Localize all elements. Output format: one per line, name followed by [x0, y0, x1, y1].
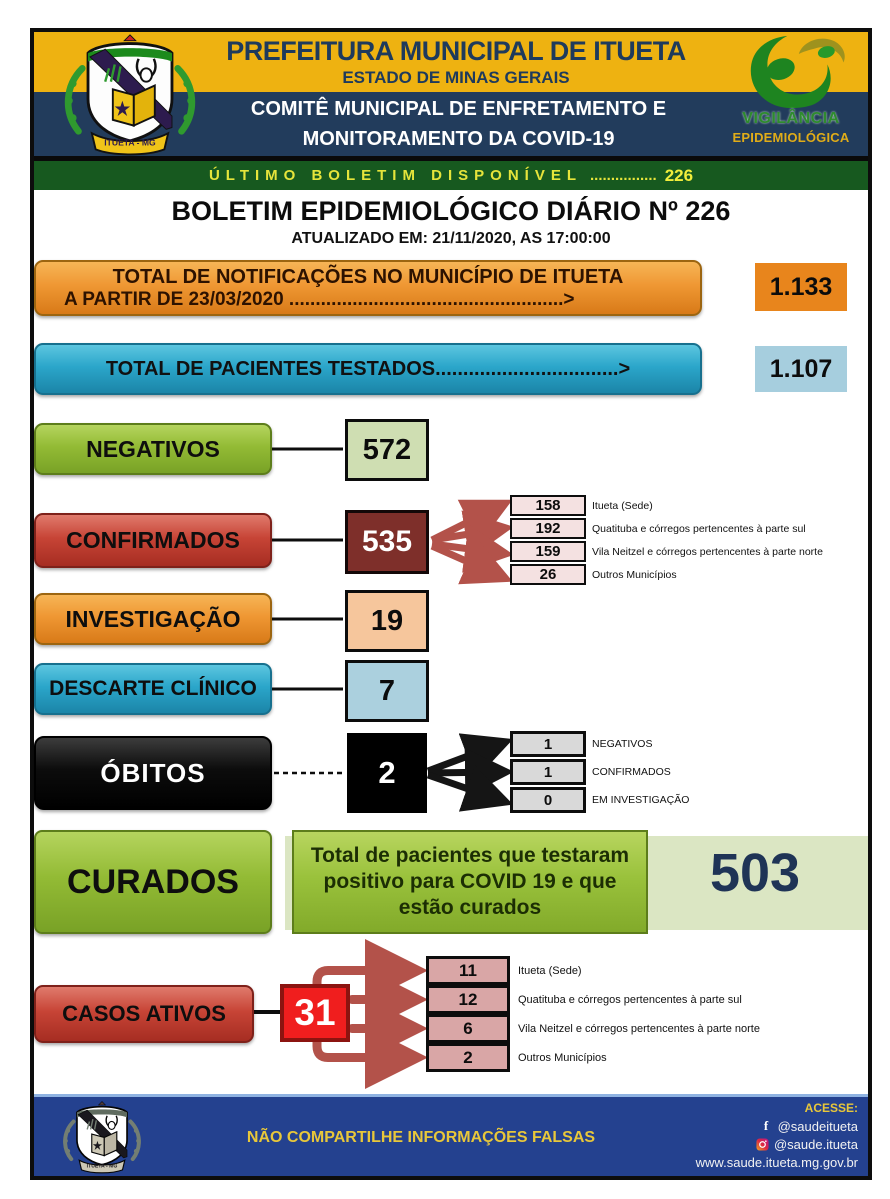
breakdown-value: 159: [510, 541, 586, 562]
investigacao-value: 19: [345, 590, 429, 652]
obitos-bar: [34, 736, 272, 810]
confirmados-value: 535: [345, 510, 429, 574]
descarte-clinico-label: DESCARTE CLÍNICO: [49, 677, 257, 700]
bulletin-title: BOLETIM EPIDEMIOLÓGICO DIÁRIO Nº 226: [171, 196, 731, 226]
breakdown-label: Itueta (Sede): [592, 499, 653, 512]
breakdown-label: CONFIRMADOS: [592, 766, 671, 778]
municipality-title: PREFEITURA MUNICIPAL DE ITUETA: [226, 36, 686, 66]
footer-access-label: ACESSE:: [804, 1101, 858, 1115]
obitos-label: ÓBITOS: [100, 757, 206, 788]
obitos-value: 2: [347, 733, 427, 813]
tested-value: 1.107: [755, 346, 847, 392]
footer-coat-of-arms-icon: [50, 1101, 154, 1175]
bulletin-frame: [30, 28, 872, 1180]
vigilancia-logo: [720, 32, 866, 156]
website-row: [696, 1155, 858, 1170]
instagram-icon: [756, 1138, 769, 1151]
breakdown-value: 12: [426, 985, 510, 1014]
curados-label: CURADOS: [67, 862, 239, 901]
breakdown-value: 158: [510, 495, 586, 516]
breakdown-label: Itueta (Sede): [518, 964, 582, 977]
notifications-value: 1.133: [755, 263, 847, 311]
breakdown-label: Quatituba e córregos pertencentes à parte sul: [592, 522, 806, 535]
website-link[interactable]: www.saude.itueta.mg.gov.br: [695, 1155, 858, 1170]
breakdown-value: 26: [510, 564, 586, 585]
breakdown-value: 0: [510, 787, 586, 813]
state-subtitle: ESTADO DE MINAS GERAIS: [342, 68, 570, 87]
coat-of-arms-icon: [42, 34, 218, 158]
breakdown-value: 2: [426, 1043, 510, 1072]
last-bulletin-number: 226: [664, 165, 694, 185]
confirmados-label: CONFIRMADOS: [66, 527, 240, 553]
tested-label: TOTAL DE PACIENTES TESTADOS.................................>: [105, 357, 631, 380]
notifications-label-line2: A PARTIR DE 23/03/2020 ....................................................>: [64, 288, 575, 310]
confirmados-bar: [34, 513, 272, 568]
breakdown-label: EM INVESTIGAÇÃO: [592, 794, 690, 806]
breakdown-label: Outros Municípios: [518, 1051, 607, 1064]
breakdown-value: 11: [426, 956, 510, 985]
bulletin-updated: ATUALIZADO EM: 21/11/2020, AS 17:00:00: [291, 230, 611, 247]
footer-contact-block: [696, 1101, 858, 1170]
last-bulletin-banner: [34, 156, 868, 190]
casos-ativos-value: 31: [280, 984, 350, 1042]
breakdown-label: Outros Municípios: [592, 568, 677, 581]
breakdown-label: Vila Neitzel e córregos pertencentes à parte norte: [518, 1022, 760, 1035]
descarte-clinico-value: 7: [345, 660, 429, 722]
negativos-label: NEGATIVOS: [86, 435, 220, 462]
curados-bar: [34, 830, 272, 934]
instagram-handle[interactable]: @saude.itueta: [773, 1137, 858, 1152]
breakdown-value: 6: [426, 1014, 510, 1043]
casos-ativos-label: CASOS ATIVOS: [62, 1001, 226, 1026]
descarte-clinico-bar: [34, 663, 272, 715]
last-bulletin-label: ÚLTIMO BOLETIM DISPONÍVEL: [208, 167, 582, 184]
notifications-bar: [34, 260, 702, 316]
footer-bar: [34, 1094, 868, 1176]
facebook-handle[interactable]: @saudeitueta: [777, 1118, 858, 1134]
breakdown-value: 1: [510, 731, 586, 757]
breakdown-label: NEGATIVOS: [592, 738, 653, 750]
investigacao-label: INVESTIGAÇÃO: [65, 605, 241, 632]
negativos-bar: [34, 423, 272, 475]
facebook-icon: f: [763, 1118, 769, 1133]
notifications-label-line1: TOTAL DE NOTIFICAÇÕES NO MUNICÍPIO DE ITUETA: [112, 265, 624, 288]
breakdown-label: Quatituba e córregos pertencentes à parte sul: [518, 993, 742, 1006]
vigilancia-swoosh-icon: [734, 34, 856, 110]
curados-value: 503: [709, 843, 801, 903]
vigilancia-logo-line1: VIGILÂNCIA: [742, 110, 840, 127]
casos-ativos-bar: [34, 985, 254, 1043]
last-bulletin-dots: ................: [590, 167, 657, 184]
breakdown-value: 1: [510, 759, 586, 785]
curados-description: Total de pacientes que testaram positivo para COVID 19 e que estão curados: [292, 830, 648, 934]
committee-line-2: MONITORAMENTO DA COVID-19: [302, 128, 615, 150]
investigacao-bar: [34, 593, 272, 645]
breakdown-label: Vila Neitzel e córregos pertencentes à parte norte: [592, 545, 823, 558]
vigilancia-logo-line2: EPIDEMIOLÓGICA: [732, 130, 850, 145]
breakdown-value: 192: [510, 518, 586, 539]
committee-line-1: COMITÊ MUNICIPAL DE ENFRETAMENTO E: [250, 98, 667, 120]
negativos-value: 572: [345, 419, 429, 481]
instagram-row: [696, 1137, 858, 1152]
tested-bar: [34, 343, 702, 395]
facebook-row: [696, 1118, 858, 1134]
footer-message: NÃO COMPARTILHE INFORMAÇÕES FALSAS: [246, 1129, 596, 1146]
